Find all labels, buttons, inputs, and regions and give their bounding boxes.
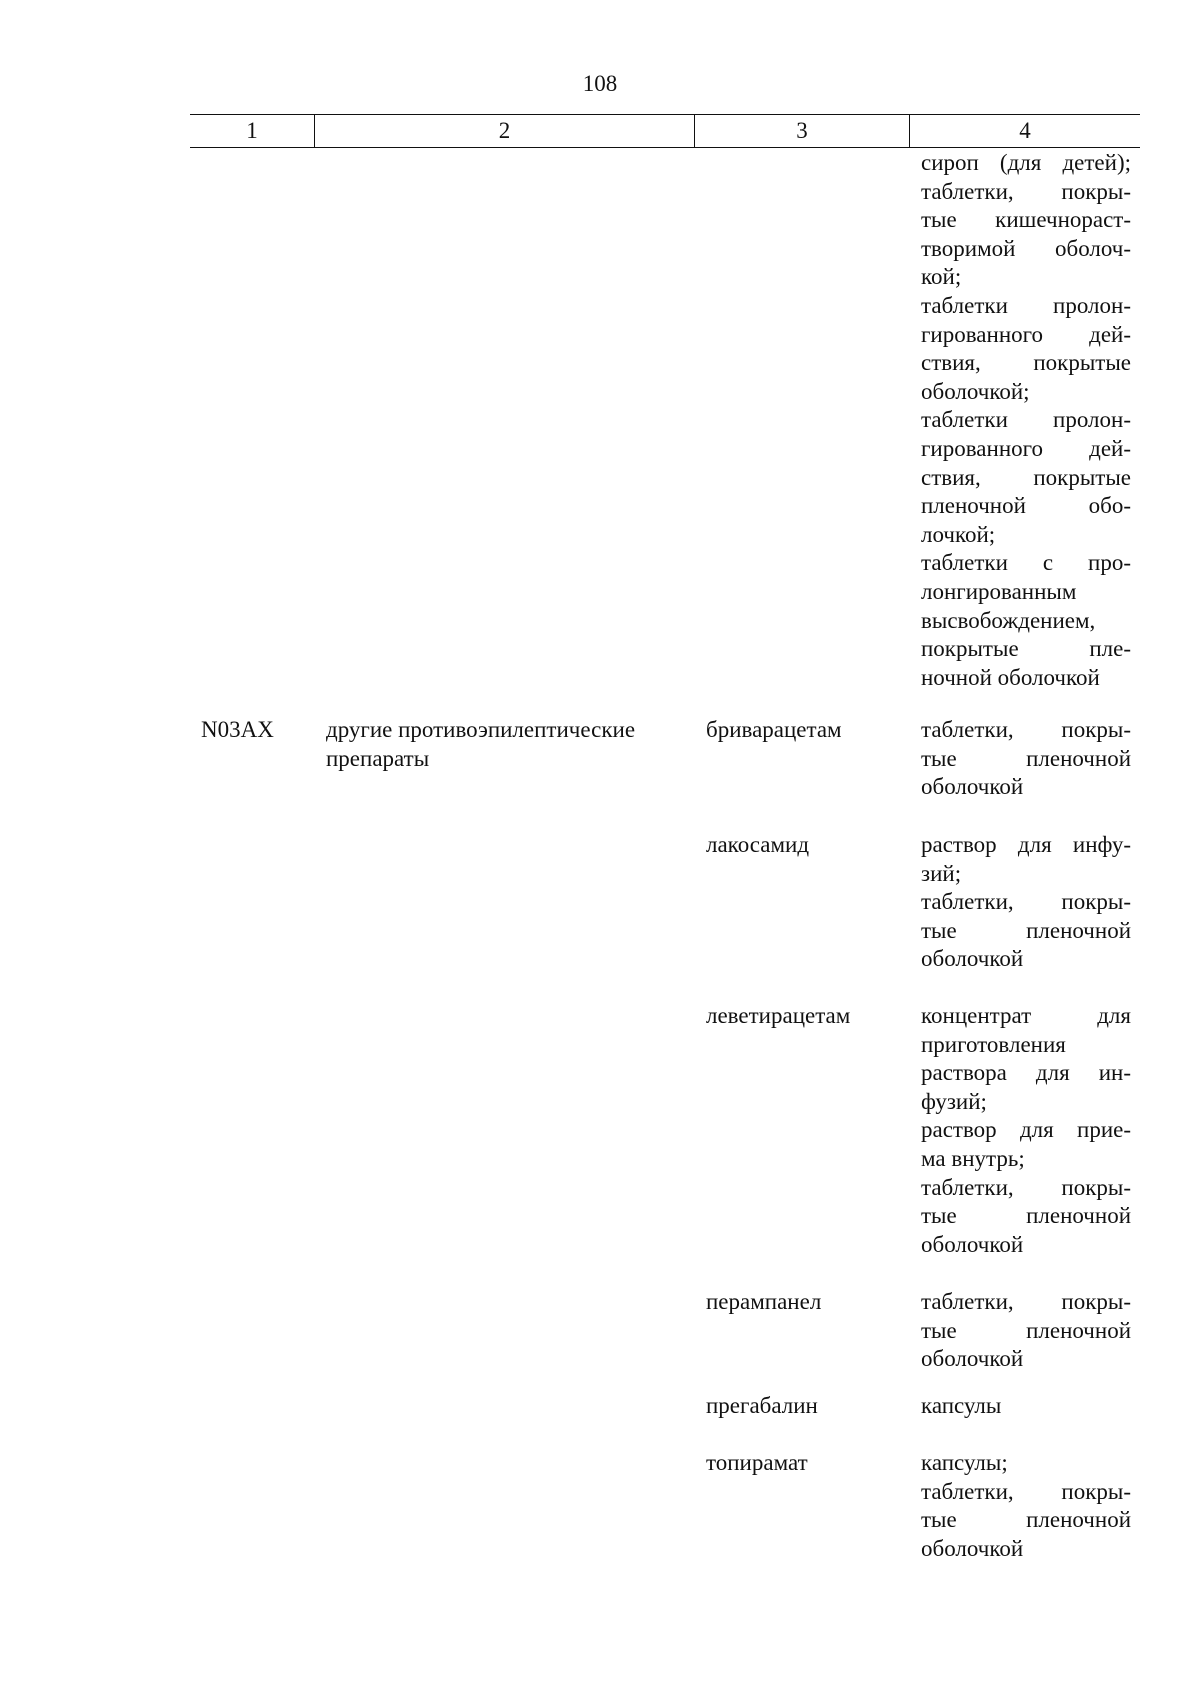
form-line: оболочкой [921,1346,1024,1372]
form-line: таблетки с про- [921,550,1131,576]
column-header-4: 4 [1019,118,1031,143]
form-line: оболочкой [921,774,1024,800]
continuation-forms-cell [921,149,1131,692]
column-header-3: 3 [695,115,910,147]
form-line: кой; [921,264,962,290]
drug-forms-cell [921,831,1131,974]
drug-name: лакосамид [706,832,810,857]
drug-name-cell [706,1392,896,1421]
form-line: тые пленочной [921,917,1131,943]
form-line: тые пленочной [921,745,1131,771]
form-line: ствия, покрытые [921,350,1131,376]
form-line: ма внутрь; [921,1145,1025,1171]
table-header-row [190,114,1140,148]
form-line: концентрат для [921,1003,1131,1028]
form-line: раствор для инфу- [921,832,1131,857]
atc-code-cell [201,716,306,745]
form-line: таблетки, покры- [921,889,1131,915]
form-line: ночной оболочкой [921,664,1100,690]
form-line: оболочкой [921,946,1024,972]
column-header-1: 1 [190,115,315,147]
form-line: таблетки, покры- [921,1478,1131,1504]
form-line: зий; [921,860,962,886]
drug-forms-cell [921,1288,1131,1374]
form-line: раствор для прие- [921,1117,1131,1143]
group-name-line: препараты [326,745,430,771]
drug-name-cell [706,716,896,745]
drug-name: перампанел [706,1289,822,1314]
form-line: творимой оболоч- [921,235,1131,261]
form-line: высвобождением, [921,607,1096,633]
form-line: приготовления [921,1031,1066,1057]
form-line: пленочной обо- [921,493,1131,519]
drug-name-cell [706,1288,896,1317]
form-line: капсулы [921,1393,1002,1418]
page-number: 108 [582,71,618,96]
form-line: раствора для ин- [921,1060,1131,1086]
drug-forms-cell [921,716,1131,802]
group-name-cell [326,716,686,773]
column-header-2: 2 [315,115,695,147]
form-line: оболочкой; [921,378,1030,404]
drug-name-cell [706,1002,896,1031]
form-line: гированного дей- [921,435,1131,461]
drug-name: бриварацетам [706,717,842,742]
form-line: оболочкой [921,1535,1024,1561]
drug-name-cell [706,1449,896,1478]
form-line: капсулы; [921,1450,1008,1475]
form-line: гированного дей- [921,321,1131,347]
group-name-line: другие противоэпилептические [326,717,636,742]
form-line: таблетки, покры- [921,717,1131,742]
form-line: лонгированным [921,578,1077,604]
form-line: покрытые пле- [921,636,1131,662]
atc-code: N03AX [201,717,274,742]
form-line: таблетки, покры- [921,1174,1131,1200]
form-line: оболочкой [921,1231,1024,1257]
form-line: тые пленочной [921,1203,1131,1229]
drug-name: топирамат [706,1450,808,1475]
form-line: тые кишечнораст- [921,207,1131,233]
drug-name: прегабалин [706,1393,818,1418]
form-line: ствия, покрытые [921,464,1131,490]
form-line: таблетки пролон- [921,407,1131,433]
form-line: лочкой; [921,521,996,547]
drug-name: леветирацетам [706,1003,851,1028]
form-line: фузий; [921,1088,987,1114]
drug-forms-cell [921,1449,1131,1563]
form-line: таблетки пролон- [921,292,1131,318]
form-line: таблетки, покры- [921,178,1131,204]
drug-forms-cell [921,1392,1131,1421]
form-line: сироп (для детей); [921,150,1131,175]
form-line: тые пленочной [921,1317,1131,1343]
drug-name-cell [706,831,896,860]
form-line: тые пленочной [921,1507,1131,1533]
form-line: таблетки, покры- [921,1289,1131,1314]
drug-forms-cell [921,1002,1131,1259]
